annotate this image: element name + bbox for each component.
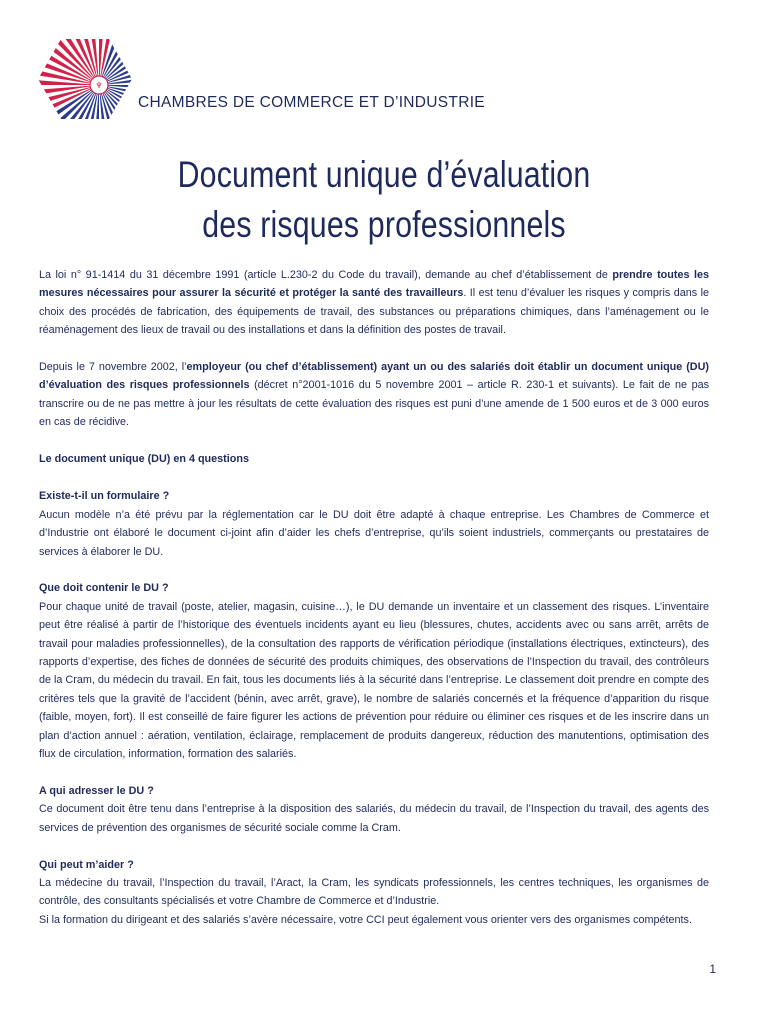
section-heading: Le document unique (DU) en 4 questions bbox=[39, 453, 249, 466]
question-2-answer: Pour chaque unité de travail (poste, atelier, magasin, cuisine…), le DU demande un inventaire et un classement des risques. L’inventaire peut être réalisé à partir de l’historique des éventuels incidents ayant eu lieu (blessures, chutes, accidents avec ou sans arrêt, arrêts de travail pour maladies professionnelles), de la consultation des rapports de vérification périodique (installations électriques, extincteurs), des rapports d’expertise, des fiches de données de sécurité des produits chimiques, des observations de l’Inspection du travail, des contrôleurs de la Cram, du médecin du travail. En fait, tous les documents liés à la sécurité dans l’entreprise. Le classement doit prendre en compte des critères tels que la gravité de l’accident (bénin, avec arrêt, grave), le nombre de salariés concernés et la fréquence d’apparition du risque (faible, moyen, fort). Il est conseillé de faire figurer les actions de prévention pour réduire ou éliminer ces risques et de les inscrire dans un plan d’action annuel : aération, ventilation, éclairage, remplacement de produits dangereux, réduction des manutentions, optimisation des flux de circulation, information, formation des salariés. bbox=[39, 600, 709, 761]
question-4-heading: Qui peut m’aider ? bbox=[39, 858, 134, 871]
intro-p2-text-a: Depuis le 7 novembre 2002, l’ bbox=[39, 361, 187, 374]
intro-p1-text-a: La loi n° 91-1414 du 31 décembre 1991 (article L.230-2 du Code du travail), demande au chef d’établissement de bbox=[39, 269, 613, 281]
intro-p1-bold: prendre toutes les mesures nécessaires pour assurer la sécurité et protéger la santé des travailleurs bbox=[39, 269, 709, 300]
question-2-heading: Que doit contenir le DU ? bbox=[39, 582, 169, 595]
intro-p1-text-c: . Il est tenu d’évaluer les risques y compris dans le choix des procédés de fabrication, des équipements de travail, des substances ou préparations chimiques, dans l’aménagement ou le réaménagement des lieux de travail ou des installations et dans la définition des postes de travail. bbox=[39, 287, 709, 337]
svg-text:♆: ♆ bbox=[95, 81, 103, 90]
document-title bbox=[69, 150, 699, 250]
question-1-heading: Existe-t-il un formulaire ? bbox=[39, 490, 170, 503]
question-1-answer: Aucun modèle n’a été prévu par la réglementation car le DU doit être adapté à chaque entreprise. Les Chambres de Commerce et d’Industrie ont élaboré le document ci-joint afin d’aider les chefs d’entreprise, qu’ils soient industriels, commerçants ou prestataires de services à élaborer le DU. bbox=[39, 508, 709, 558]
cci-hexagon-logo-icon bbox=[37, 37, 133, 121]
intro-p2-bold: employeur (ou chef d’établissement) ayant un ou des salariés doit établir un document unique (DU) d’évaluation des risques professionnels bbox=[39, 361, 709, 392]
organization-name: CHAMBRES DE COMMERCE ET D’INDUSTRIE bbox=[138, 94, 485, 111]
intro-paragraph-2 bbox=[39, 358, 709, 432]
document-body bbox=[39, 266, 709, 929]
intro-paragraph-1 bbox=[39, 266, 709, 340]
page-number: 1 bbox=[709, 962, 716, 976]
question-3-answer: Ce document doit être tenu dans l’entreprise à la disposition des salariés, du médecin du travail, de l’Inspection du travail, des agents des services de prévention des organismes de sécurité sociale comme la Cram. bbox=[39, 803, 709, 834]
title-line-1: Document unique d’évaluation bbox=[177, 154, 591, 195]
title-line-2: des risques professionnels bbox=[202, 204, 566, 245]
intro-p2-text-c: (décret n°2001-1016 du 5 novembre 2001 – article R. 230-1 et suivants). Le fait de ne pas transcrire ou de ne pas mettre à jour les résultats de cette évaluation des risques est puni d’une amende de 1 500 euros et de 3 000 euros en cas de récidive. bbox=[39, 379, 709, 429]
question-4-answer-extra: Si la formation du dirigeant et des salariés s’avère nécessaire, votre CCI peut également vous orienter vers des organismes compétents. bbox=[39, 913, 692, 926]
question-4-answer: La médecine du travail, l’Inspection du travail, l’Aract, la Cram, les syndicats professionnels, les centres techniques, les organismes de contrôle, des consultants spécialisés et votre Chambre de Commerce et d’Industrie. bbox=[39, 876, 709, 908]
question-3-heading: A qui adresser le DU ? bbox=[39, 784, 154, 797]
